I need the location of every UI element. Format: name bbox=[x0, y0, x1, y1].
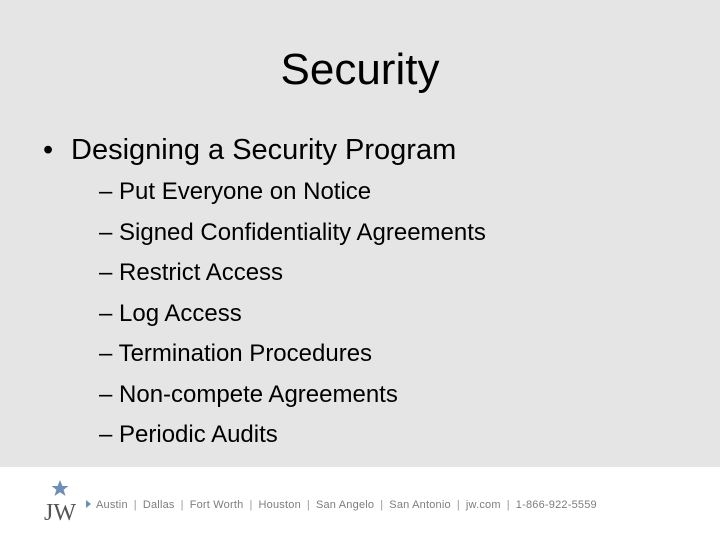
location-dallas: Dallas bbox=[142, 499, 175, 511]
sub-bullet-item: – Non-compete Agreements bbox=[99, 380, 398, 408]
sub-bullet-item: – Termination Procedures bbox=[99, 340, 373, 367]
location-fort-worth: Fort Worth bbox=[189, 499, 244, 511]
main-bullet-text: Designing a Security Program bbox=[71, 134, 457, 166]
website-link[interactable]: jw.com bbox=[465, 499, 501, 511]
main-bullet bbox=[43, 132, 456, 168]
separator: | bbox=[249, 499, 253, 511]
svg-text:JW: JW bbox=[44, 500, 76, 524]
bullet-marker: • bbox=[43, 134, 54, 166]
phone-number: 1-866-922-5559 bbox=[515, 499, 597, 511]
location-san-antonio: San Antonio bbox=[389, 499, 451, 511]
arrow-icon bbox=[86, 500, 91, 508]
sub-bullet-item: – Log Access bbox=[99, 299, 242, 327]
separator: | bbox=[306, 499, 310, 511]
slide-title: Security bbox=[280, 45, 440, 94]
sub-bullet-item: – Restrict Access bbox=[99, 259, 284, 286]
footer-contact-line bbox=[86, 499, 597, 511]
separator: | bbox=[380, 499, 384, 511]
separator: | bbox=[180, 499, 184, 511]
location-san-angelo: San Angelo bbox=[315, 499, 375, 511]
separator: | bbox=[133, 499, 137, 511]
logo-star-icon bbox=[52, 480, 69, 496]
location-houston: Houston bbox=[258, 499, 301, 511]
sub-bullet-list bbox=[99, 172, 486, 456]
sub-bullet-item: – Periodic Audits bbox=[99, 421, 278, 448]
sub-bullet-item: – Signed Confidentiality Agreements bbox=[99, 218, 486, 246]
location-austin: Austin bbox=[96, 499, 128, 511]
separator: | bbox=[506, 499, 510, 511]
jw-logo-icon bbox=[40, 478, 80, 524]
sub-bullet-item: – Put Everyone on Notice bbox=[99, 178, 372, 205]
separator: | bbox=[456, 499, 460, 511]
